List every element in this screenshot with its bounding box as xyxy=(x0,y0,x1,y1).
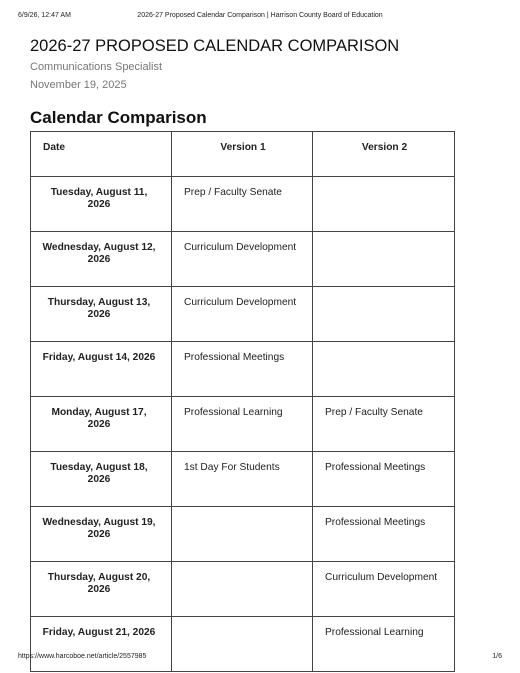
date-cell: Thursday, August 13, 2026 xyxy=(31,287,172,342)
date-cell: Wednesday, August 19, 2026 xyxy=(31,507,172,562)
print-page-number: 1/6 xyxy=(492,653,502,660)
version-2-cell: Prep / Faculty Senate xyxy=(313,397,455,452)
version-1-cell: Professional Meetings xyxy=(172,342,313,397)
date-cell: Thursday, August 20, 2026 xyxy=(31,562,172,617)
author-line: Communications Specialist xyxy=(30,61,163,73)
version-2-cell xyxy=(313,342,455,397)
version-2-cell xyxy=(313,287,455,342)
date-cell: Wednesday, August 12, 2026 xyxy=(31,232,172,287)
print-url: https://www.harcoboe.net/article/2557985 xyxy=(18,653,147,660)
print-page-title: 2026-27 Proposed Calendar Comparison | Harrison County Board of Education xyxy=(137,12,383,19)
table-row xyxy=(31,177,455,232)
version-1-cell xyxy=(172,617,313,672)
date-cell: Friday, August 14, 2026 xyxy=(31,342,172,397)
table-row xyxy=(31,397,455,452)
header-version-2: Version 2 xyxy=(313,132,455,177)
version-2-cell: Professional Learning xyxy=(313,617,455,672)
version-1-cell: Professional Learning xyxy=(172,397,313,452)
table-row xyxy=(31,617,455,672)
table-row xyxy=(31,562,455,617)
date-cell: Monday, August 17, 2026 xyxy=(31,397,172,452)
page-title: 2026-27 PROPOSED CALENDAR COMPARISON xyxy=(30,37,400,55)
publish-date: November 19, 2025 xyxy=(30,79,127,91)
table-row xyxy=(31,232,455,287)
section-heading: Calendar Comparison xyxy=(30,108,207,127)
table-header-row xyxy=(31,132,455,177)
table-row xyxy=(31,507,455,562)
version-2-cell: Curriculum Development xyxy=(313,562,455,617)
print-timestamp: 6/9/26, 12:47 AM xyxy=(18,12,71,19)
date-cell: Tuesday, August 11, 2026 xyxy=(31,177,172,232)
version-2-cell xyxy=(313,177,455,232)
version-2-cell: Professional Meetings xyxy=(313,507,455,562)
version-1-cell: 1st Day For Students xyxy=(172,452,313,507)
version-1-cell xyxy=(172,507,313,562)
table-row xyxy=(31,452,455,507)
date-cell: Friday, August 21, 2026 xyxy=(31,617,172,672)
version-1-cell: Curriculum Development xyxy=(172,232,313,287)
header-date: Date xyxy=(31,132,172,177)
table-row xyxy=(31,342,455,397)
version-2-cell: Professional Meetings xyxy=(313,452,455,507)
header-version-1: Version 1 xyxy=(172,132,313,177)
calendar-comparison-table xyxy=(30,131,455,672)
print-footer xyxy=(0,653,520,660)
article xyxy=(30,36,460,638)
version-1-cell xyxy=(172,562,313,617)
version-1-cell: Prep / Faculty Senate xyxy=(172,177,313,232)
version-2-cell xyxy=(313,232,455,287)
print-header xyxy=(0,12,520,19)
table-row xyxy=(31,287,455,342)
version-1-cell: Curriculum Development xyxy=(172,287,313,342)
date-cell: Tuesday, August 18, 2026 xyxy=(31,452,172,507)
